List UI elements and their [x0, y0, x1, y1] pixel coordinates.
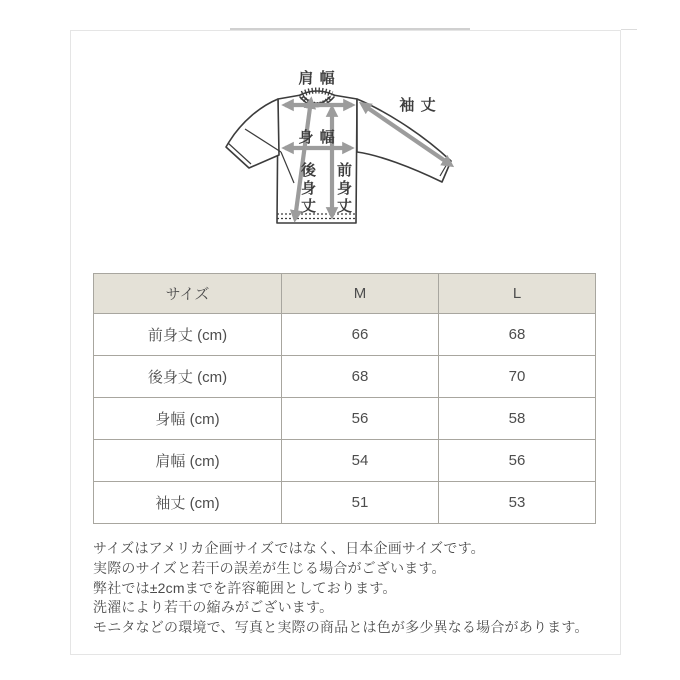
- row-label: 身幅 (cm): [94, 398, 282, 440]
- note-line: 弊社では±2cmまでを許容範囲としております。: [93, 579, 397, 596]
- back-length-label: [300, 161, 317, 215]
- row-label: 後身丈 (cm): [94, 356, 282, 398]
- col-header-l: L: [439, 274, 596, 314]
- note-line: モニタなどの環境で、写真と実際の商品とは色が多少異なる場合があります。: [93, 619, 589, 636]
- size-notes: [93, 539, 603, 638]
- col-header-size: サイズ: [94, 274, 282, 314]
- row-label: 肩幅 (cm): [94, 440, 282, 482]
- body-width-label: 身 幅: [298, 129, 336, 146]
- cell-value: 68: [282, 356, 439, 398]
- table-row: [94, 356, 596, 398]
- sleeve-length-label: 袖 丈: [399, 97, 437, 114]
- row-label: 前身丈 (cm): [94, 314, 282, 356]
- cell-value: 53: [439, 482, 596, 524]
- front-length-label: [337, 161, 353, 215]
- cell-value: 66: [282, 314, 439, 356]
- size-guide-card: [70, 30, 621, 655]
- note-line: 実際のサイズと若干の誤差が生じる場合がございます。: [93, 559, 446, 576]
- size-table: [93, 273, 596, 524]
- note-line: 洗濯により若干の縮みがございます。: [93, 599, 334, 616]
- svg-text:丈: 丈: [336, 198, 354, 215]
- col-header-m: M: [282, 274, 439, 314]
- shirt-measurement-diagram: [71, 31, 620, 266]
- row-label: 袖丈 (cm): [94, 482, 282, 524]
- table-row: [94, 398, 596, 440]
- svg-text:前: 前: [336, 162, 354, 179]
- svg-text:丈: 丈: [300, 198, 318, 215]
- svg-text:後: 後: [300, 162, 318, 179]
- note-line: サイズはアメリカ企画サイズではなく、日本企画サイズです。: [93, 540, 485, 556]
- cell-value: 51: [282, 482, 439, 524]
- cell-value: 58: [439, 398, 596, 440]
- table-row: [94, 440, 596, 482]
- cell-value: 70: [439, 356, 596, 398]
- cell-value: 56: [439, 440, 596, 482]
- page-divider-artifact-right: [621, 29, 637, 30]
- svg-text:身: 身: [336, 180, 354, 197]
- shoulder-width-label: 肩 幅: [298, 70, 336, 87]
- table-header-row: [94, 274, 596, 314]
- cell-value: 68: [439, 314, 596, 356]
- table-row: [94, 482, 596, 524]
- svg-text:身: 身: [300, 180, 318, 197]
- cell-value: 56: [282, 398, 439, 440]
- cell-value: 54: [282, 440, 439, 482]
- table-row: [94, 314, 596, 356]
